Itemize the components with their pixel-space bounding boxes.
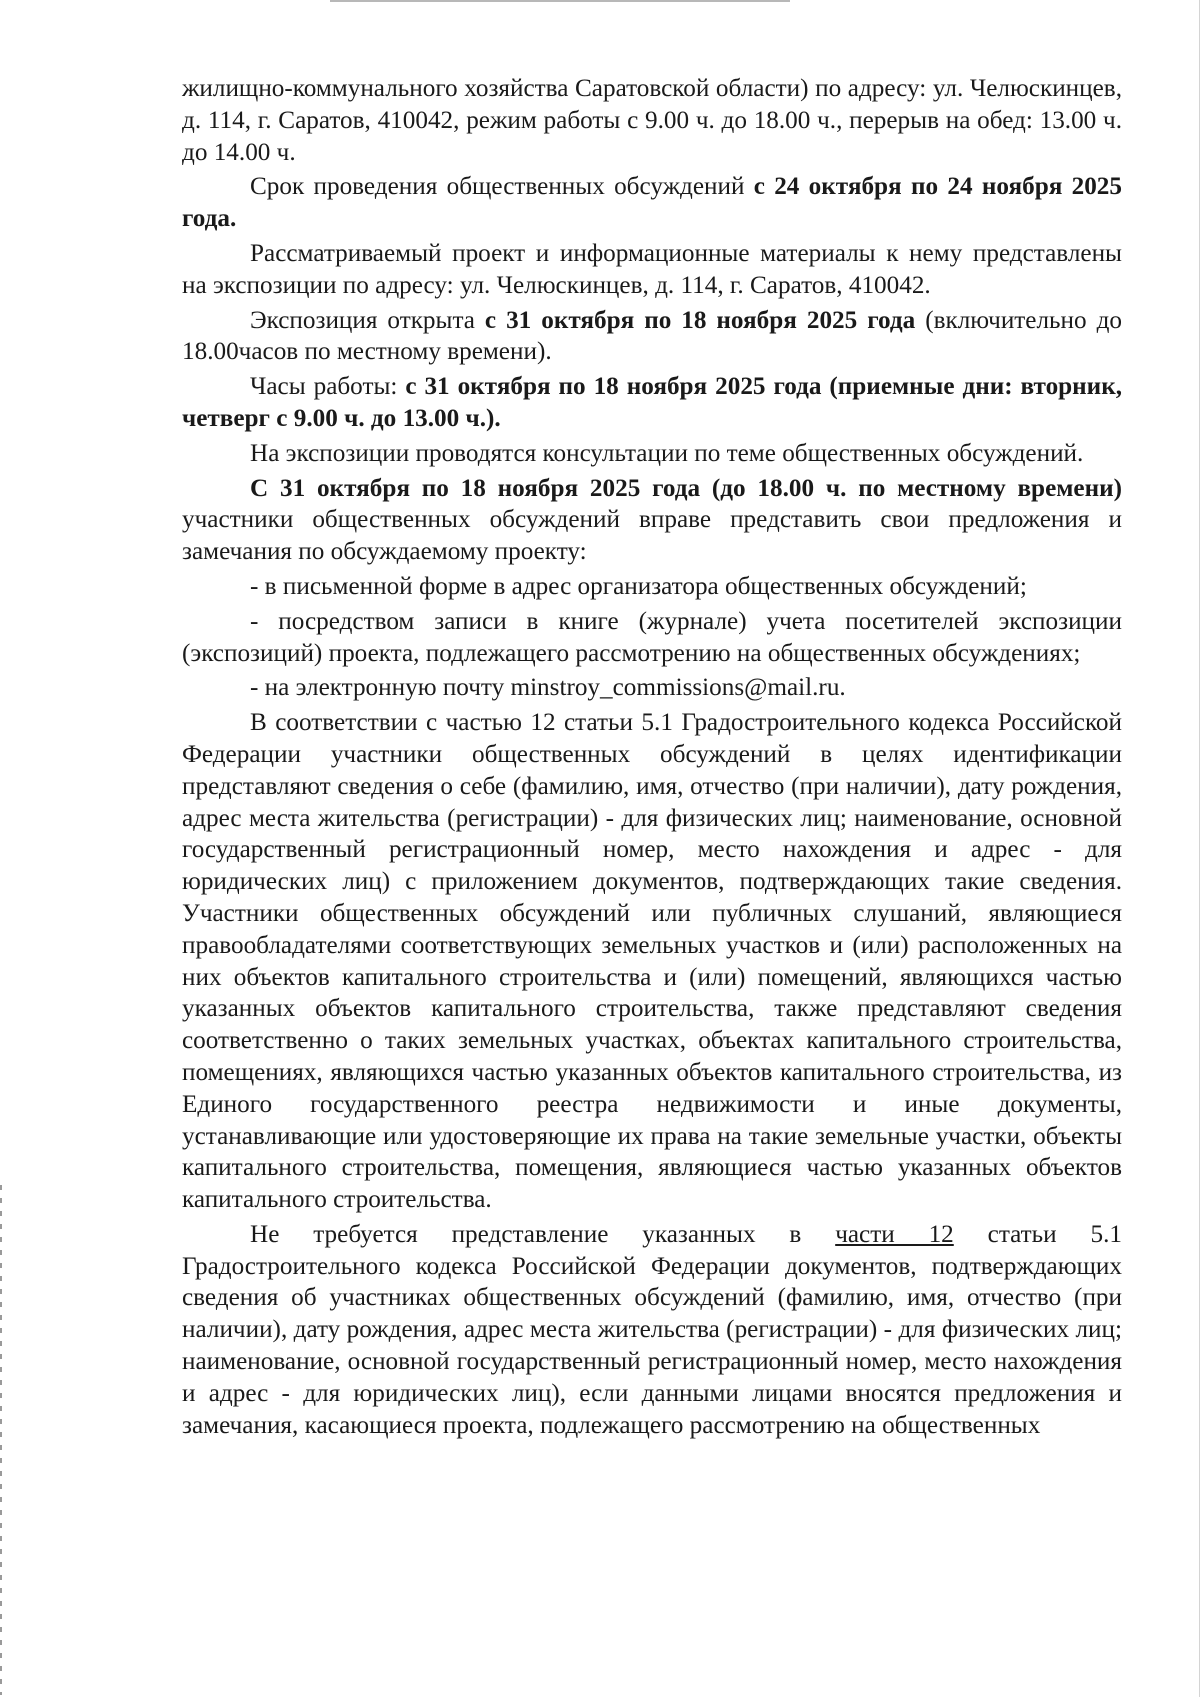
- paragraph-identification-requirements: [182, 707, 1122, 1216]
- list-item-email: [182, 672, 1122, 704]
- top-scan-rule: [330, 0, 790, 2]
- list-item-visitor-book: [182, 606, 1122, 670]
- bold-text-run: с 31 октября по 18 ноября 2025 года (приемные дни: вторник, четверг с 9.00 ч. до 13.00 ч.).: [182, 373, 1123, 432]
- bold-text-run: с 24 октября по 24 ноября 2025 года.: [182, 173, 1122, 233]
- bold-text-run: с 31 октября по 18 ноября 2025 года: [484, 306, 916, 334]
- text-run: Не требуется представление указанных в: [250, 1220, 836, 1248]
- paragraph-working-hours: [182, 371, 1122, 435]
- text-run: участники общественных обсуждений вправе представить свои предложения и замечания по обсуждаемому проекту:: [182, 506, 1122, 566]
- text-run: Рассматриваемый проект и информационные материалы к нему представлены на экспозиции по адресу: ул. Челюскинцев, д. 114, г. Саратов, 410042.: [182, 239, 1122, 299]
- paragraph-discussion-period: [182, 171, 1122, 235]
- text-run: жилищно-коммунального хозяйства Саратовской области) по адресу: ул. Челюскинцев, д. 114, г. Саратов, 410042, режим работы с 9.00 ч. до 18.00 ч., перерыв на обед: 13.00 ч. до 14.00 ч.: [182, 75, 1122, 166]
- text-run: - в письменной форме в адрес организатора общественных обсуждений;: [250, 572, 1027, 600]
- text-run: статьи 5.1 Градостроительного кодекса Российской Федерации документов, подтверждающих сведения об участниках общественных обсуждений (фамилию, имя, отчество (при наличии), дату рождения, адрес места жительства (регистрации) - для физических лиц; наименование, основной государственный регистрационный номер, место нахождения и адрес - для юридических лиц), если данными лицами вносятся предложения и замечания, касающиеся проекта, подлежащего рассмотрению на общественных: [182, 1220, 1122, 1439]
- left-scan-dots: [0, 1185, 2, 1695]
- paragraph-consultations: [182, 438, 1122, 470]
- paragraph-proposals-period: [182, 473, 1122, 568]
- text-run: Экспозиция открыта: [250, 306, 485, 334]
- text-run: Часы работы:: [250, 373, 406, 401]
- document-body: [182, 73, 1122, 1441]
- paragraph-documents-not-required: [182, 1219, 1122, 1442]
- text-run: Срок проведения общественных обсуждений: [250, 173, 754, 201]
- paragraph-address-hours: [182, 73, 1122, 168]
- text-run: - посредством записи в книге (журнале) учета посетителей экспозиции (экспозиций) проекта, подлежащего рассмотрению на общественных обсуждениях;: [182, 607, 1122, 667]
- text-run: В соответствии с частью 12 статьи 5.1 Градостроительного кодекса Российской Федерации участники общественных обсуждений в целях идентификации представляют сведения о себе (фамилию, имя, отчество (при наличии), дату рождения, адрес места жительства (регистрации) - для физических лиц; наименование, основной государственный регистрационный номер, место нахождения и адрес - для юридических лиц) с приложением документов, подтверждающих такие сведения. Участники общественных обсуждений или публичных слушаний, являющиеся правообладателями соответствующих земельных участков и (или) расположенных на них объектов капитального строительства и (или) помещений, являющихся частью указанных объектов капитального строительства, также представляют сведения соответственно о таких земельных участках, объектах капитального строительства, помещениях, являющихся частью указанных объектов капитального строительства, из Единого государственного реестра недвижимости и иные документы, устанавливающие или удостоверяющие их права на такие земельные участки, объекты капитального строительства, помещения, являющиеся частью указанных объектов капитального строительства.: [182, 709, 1122, 1214]
- list-item-written-form: [182, 571, 1122, 603]
- text-run: - на электронную почту minstroy_commissions@mail.ru.: [250, 674, 846, 702]
- paragraph-exposition-open: [182, 305, 1122, 369]
- paragraph-project-materials: [182, 238, 1122, 302]
- bold-text-run: С 31 октября по 18 ноября 2025 года (до 18.00 ч. по местному времени): [250, 474, 1122, 502]
- text-run: (включительно до 18.00часов по местному времени).: [182, 306, 1122, 366]
- text-run: На экспозиции проводятся консультации по теме общественных обсуждений.: [250, 439, 1084, 467]
- underlined-reference: части 12: [835, 1220, 954, 1248]
